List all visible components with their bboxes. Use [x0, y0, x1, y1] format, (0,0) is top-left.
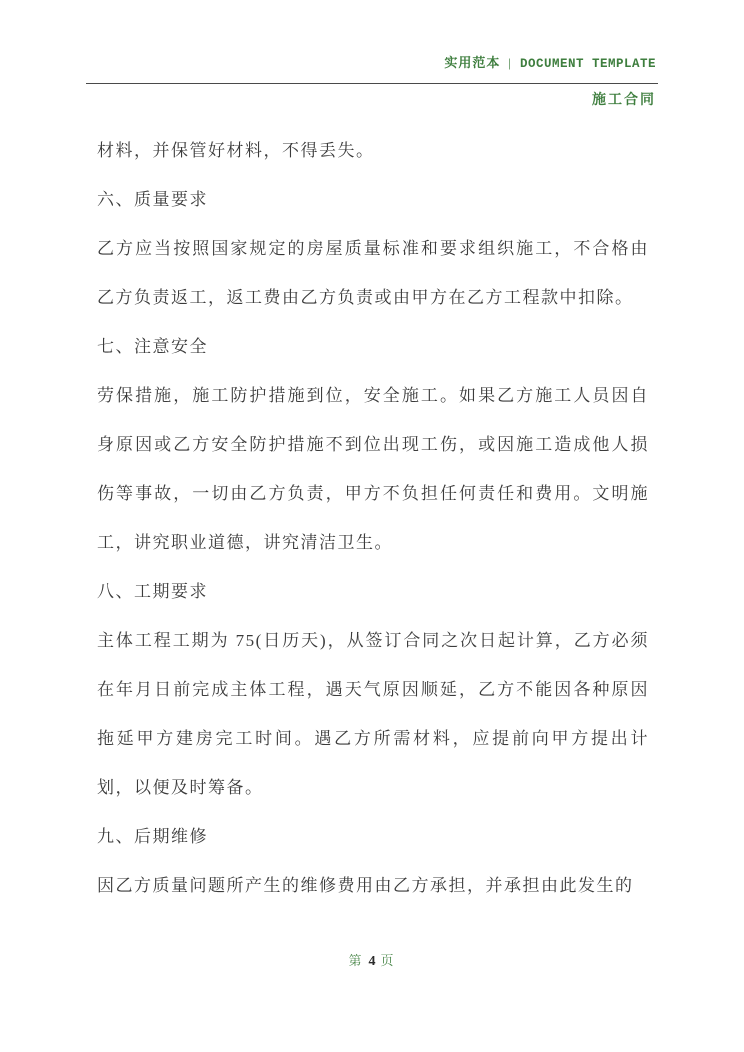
contract-paragraph: 乙方应当按照国家规定的房屋质量标准和要求组织施工，不合格由乙方负责返工，返工费由乙方负责或由甲方在乙方工程款中扣除。: [97, 239, 649, 307]
page-number-prefix: 第: [348, 953, 364, 968]
brand-name-chinese: 实用范本: [444, 55, 501, 70]
document-body: [97, 126, 649, 910]
contract-paragraph: 主体工程工期为 75(日历天)，从签订合同之次日起计算，乙方必须在年月日前完成主体工程，遇天气原因顺延，乙方不能因各种原因拖延甲方建房完工时间。遇乙方所需材料，应提前向甲方提出计划，以便及时筹备。: [97, 631, 649, 797]
page-number: 4: [368, 954, 376, 969]
page-footer: [0, 950, 744, 970]
brand-separator: |: [508, 55, 512, 70]
section-heading-maintenance: 九、后期维修: [97, 827, 208, 846]
section-heading-quality: 六、质量要求: [97, 190, 208, 209]
page-number-suffix: 页: [380, 953, 396, 968]
section-heading-schedule: 八、工期要求: [97, 582, 208, 601]
brand-line: [444, 52, 656, 71]
header-divider: [86, 83, 658, 84]
contract-paragraph: 因乙方质量问题所产生的维修费用由乙方承担，并承担由此发生的: [97, 876, 634, 895]
document-title: 施工合同: [592, 93, 656, 108]
section-heading-safety: 七、注意安全: [97, 337, 208, 356]
contract-paragraph: 材料，并保管好材料，不得丢失。: [97, 141, 375, 160]
brand-name-english: DOCUMENT TEMPLATE: [519, 57, 656, 71]
contract-paragraph: 劳保措施，施工防护措施到位，安全施工。如果乙方施工人员因自身原因或乙方安全防护措施不到位出现工伤，或因施工造成他人损伤等事故，一切由乙方负责，甲方不负担任何责任和费用。文明施工，讲究职业道德，讲究清洁卫生。: [97, 386, 649, 552]
